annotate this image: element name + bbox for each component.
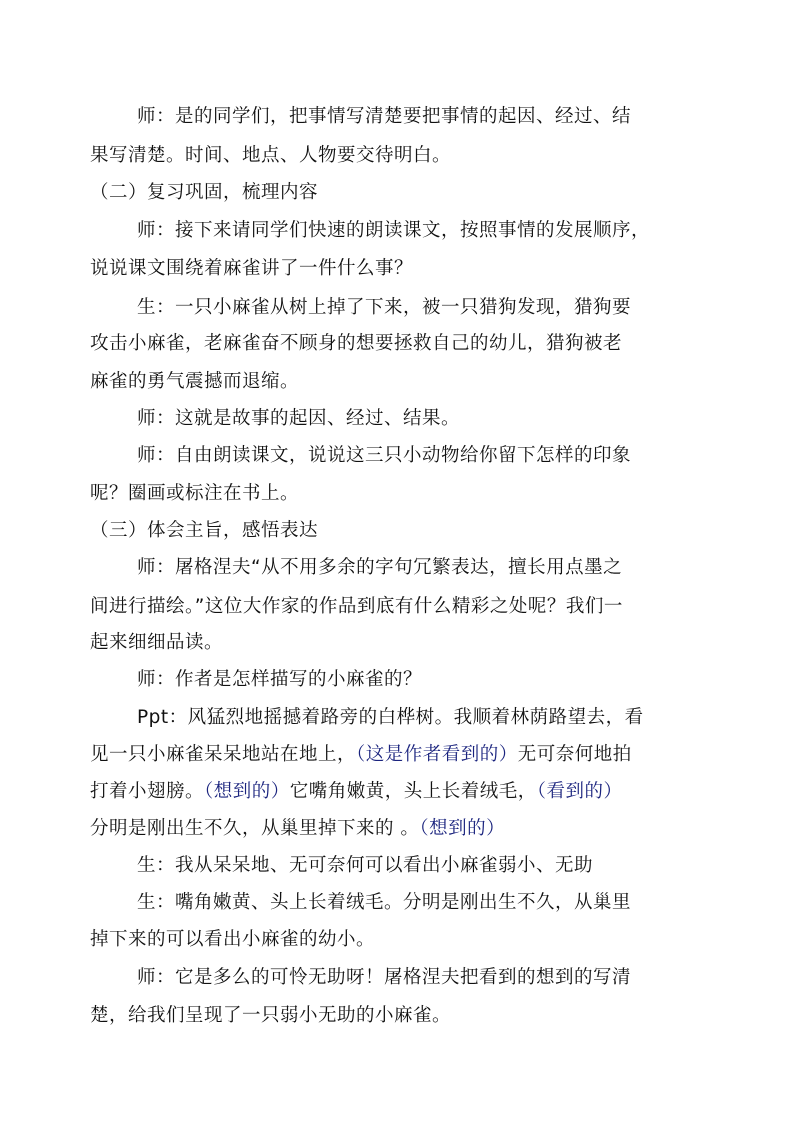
paragraph-line — [90, 742, 710, 768]
text-span: 打着小翅膀。 — [90, 781, 205, 802]
text-span: 见一只小麻雀呆呆地站在地上， — [90, 744, 357, 765]
paragraph-line: 生：嘴角嫩黄、头上长着绒毛。分明是刚出生不久，从巢里 — [137, 892, 632, 913]
text-span: 无可奈何地拍 — [517, 744, 632, 765]
paragraph-line: 果写清楚。时间、地点、人物要交待明白。 — [90, 145, 452, 166]
paragraph-line: 师：它是多么的可怜无助呀！屠格涅夫把看到的想到的写清 — [137, 967, 632, 988]
paragraph-line: 攻击小麻雀，老麻雀奋不顾身的想要拯救自己的幼儿，猎狗被老 — [90, 333, 623, 354]
paragraph-line — [90, 779, 710, 805]
paragraph-line — [90, 816, 710, 842]
paragraph-line: 掉下来的可以看出小麻雀的幼小。 — [90, 929, 376, 950]
paragraph-line: 生：一只小麻雀从树上掉了下来，被一只猎狗发现，猎狗要 — [137, 297, 632, 318]
section-heading: （二）复习巩固，梳理内容 — [90, 182, 319, 203]
paragraph-line: 师：屠格涅夫“从不用多余的字句冗繁表达，擅长用点墨之 — [137, 557, 623, 578]
annotation: （这是作者看到的） — [356, 744, 518, 765]
annotation: （想到的） — [419, 818, 506, 839]
paragraph-line: 说说课文围绕着麻雀讲了一件什么事？ — [90, 258, 414, 279]
annotation: （想到的） — [204, 781, 290, 802]
paragraph-line: 呢？圈画或标注在书上。 — [90, 483, 300, 504]
paragraph-line: 师：自由朗读课文，说说这三只小动物给你留下怎样的印象 — [137, 445, 632, 466]
section-heading: （三）体会主旨，感悟表达 — [90, 520, 319, 541]
paragraph-line: 麻雀的勇气震撼而退缩。 — [90, 371, 300, 392]
paragraph-line: 起来细细品读。 — [90, 632, 224, 653]
paragraph-line: 师：接下来请同学们快速的朗读课文，按照事情的发展顺序， — [137, 220, 651, 241]
paragraph-line: 楚，给我们呈现了一只弱小无助的小麻雀。 — [90, 1005, 452, 1026]
paragraph-line: 师：作者是怎样描写的小麻雀的？ — [137, 669, 423, 690]
paragraph-line: 师：是的同学们，把事情写清楚要把事情的起因、经过、结 — [137, 106, 632, 127]
paragraph-line: 间进行描绘。”这位大作家的作品到底有什么精彩之处呢？我们一 — [90, 596, 623, 617]
text-span: 分明是刚出生不久，从巢里掉下来的 。 — [90, 818, 420, 839]
paragraph-line: 师：这就是故事的起因、经过、结果。 — [137, 408, 461, 429]
text-span: 它嘴角嫩黄，头上长着绒毛， — [289, 781, 537, 802]
paragraph-line: Ppt：风猛烈地摇撼着路旁的白桦树。我顺着林荫路望去，看 — [137, 707, 644, 728]
paragraph-line: 生：我从呆呆地、无可奈何可以看出小麻雀弱小、无助 — [137, 855, 594, 876]
annotation: （看到的） — [536, 781, 623, 802]
